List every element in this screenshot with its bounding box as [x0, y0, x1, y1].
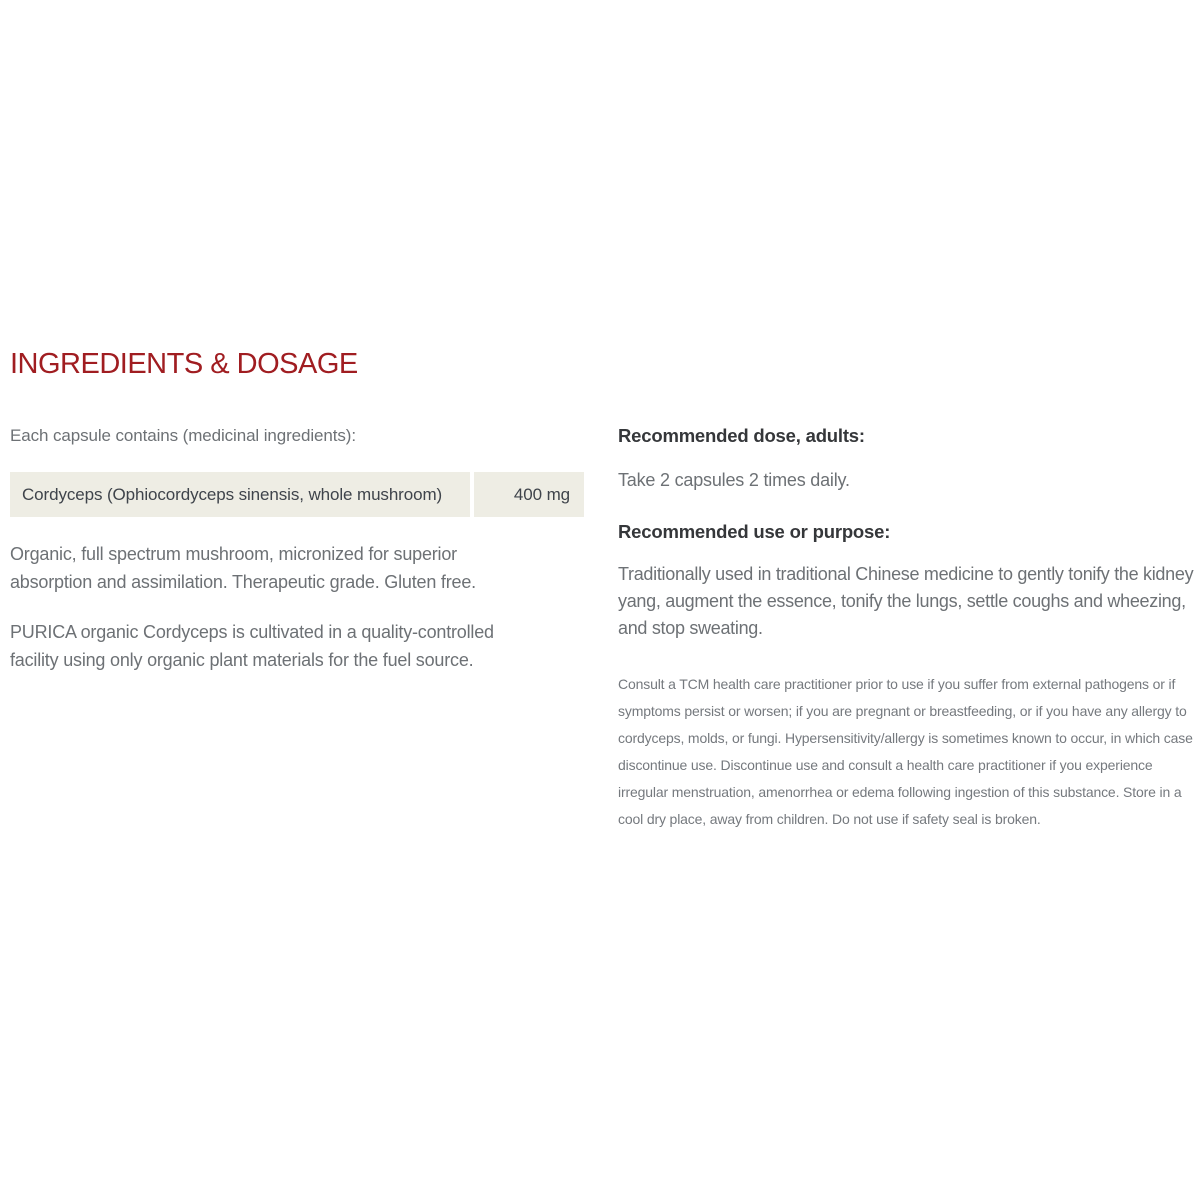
- ingredient-amount-cell: 400 mg: [474, 472, 584, 517]
- recommended-use-heading: Recommended use or purpose:: [618, 521, 891, 542]
- ingredient-description-paragraph: Organic, full spectrum mushroom, micronized for superior absorption and assimilation. Therapeutic grade. Gluten free.: [10, 544, 476, 592]
- section-title: INGREDIENTS & DOSAGE: [10, 348, 358, 380]
- ingredients-intro-text: Each capsule contains (medicinal ingredients):: [10, 426, 356, 445]
- recommended-dose-heading: Recommended dose, adults:: [618, 425, 865, 446]
- dosage-column: [618, 420, 1198, 833]
- recommended-use-text: Traditionally used in traditional Chinese medicine to gently tonify the kidney yang, augment the essence, tonify the lungs, settle coughs and wheezing, and stop sweating.: [618, 564, 1194, 638]
- cultivation-paragraph: PURICA organic Cordyceps is cultivated in a quality-controlled facility using only organic plant materials for the fuel source.: [10, 622, 494, 670]
- ingredient-name-cell: Cordyceps (Ophiocordyceps sinensis, whole mushroom): [10, 472, 470, 517]
- ingredients-column: [10, 420, 585, 674]
- recommended-dose-text: Take 2 capsules 2 times daily.: [618, 470, 850, 490]
- caution-text: Consult a TCM health care practitioner prior to use if you suffer from external pathogens or if symptoms persist or worsen; if you are pregnant or breastfeeding, or if you have any allergy to cordyceps, molds, or fungi. Hypersensitivity/allergy is sometimes known to occur, in which case discontinue use. Discontinue use and consult a health care practitioner if you experience irregular menstruation, amenorrhea or edema following ingestion of this substance. Store in a cool dry place, away from children. Do not use if safety seal is broken.: [618, 676, 1193, 827]
- ingredients-table: [10, 472, 584, 517]
